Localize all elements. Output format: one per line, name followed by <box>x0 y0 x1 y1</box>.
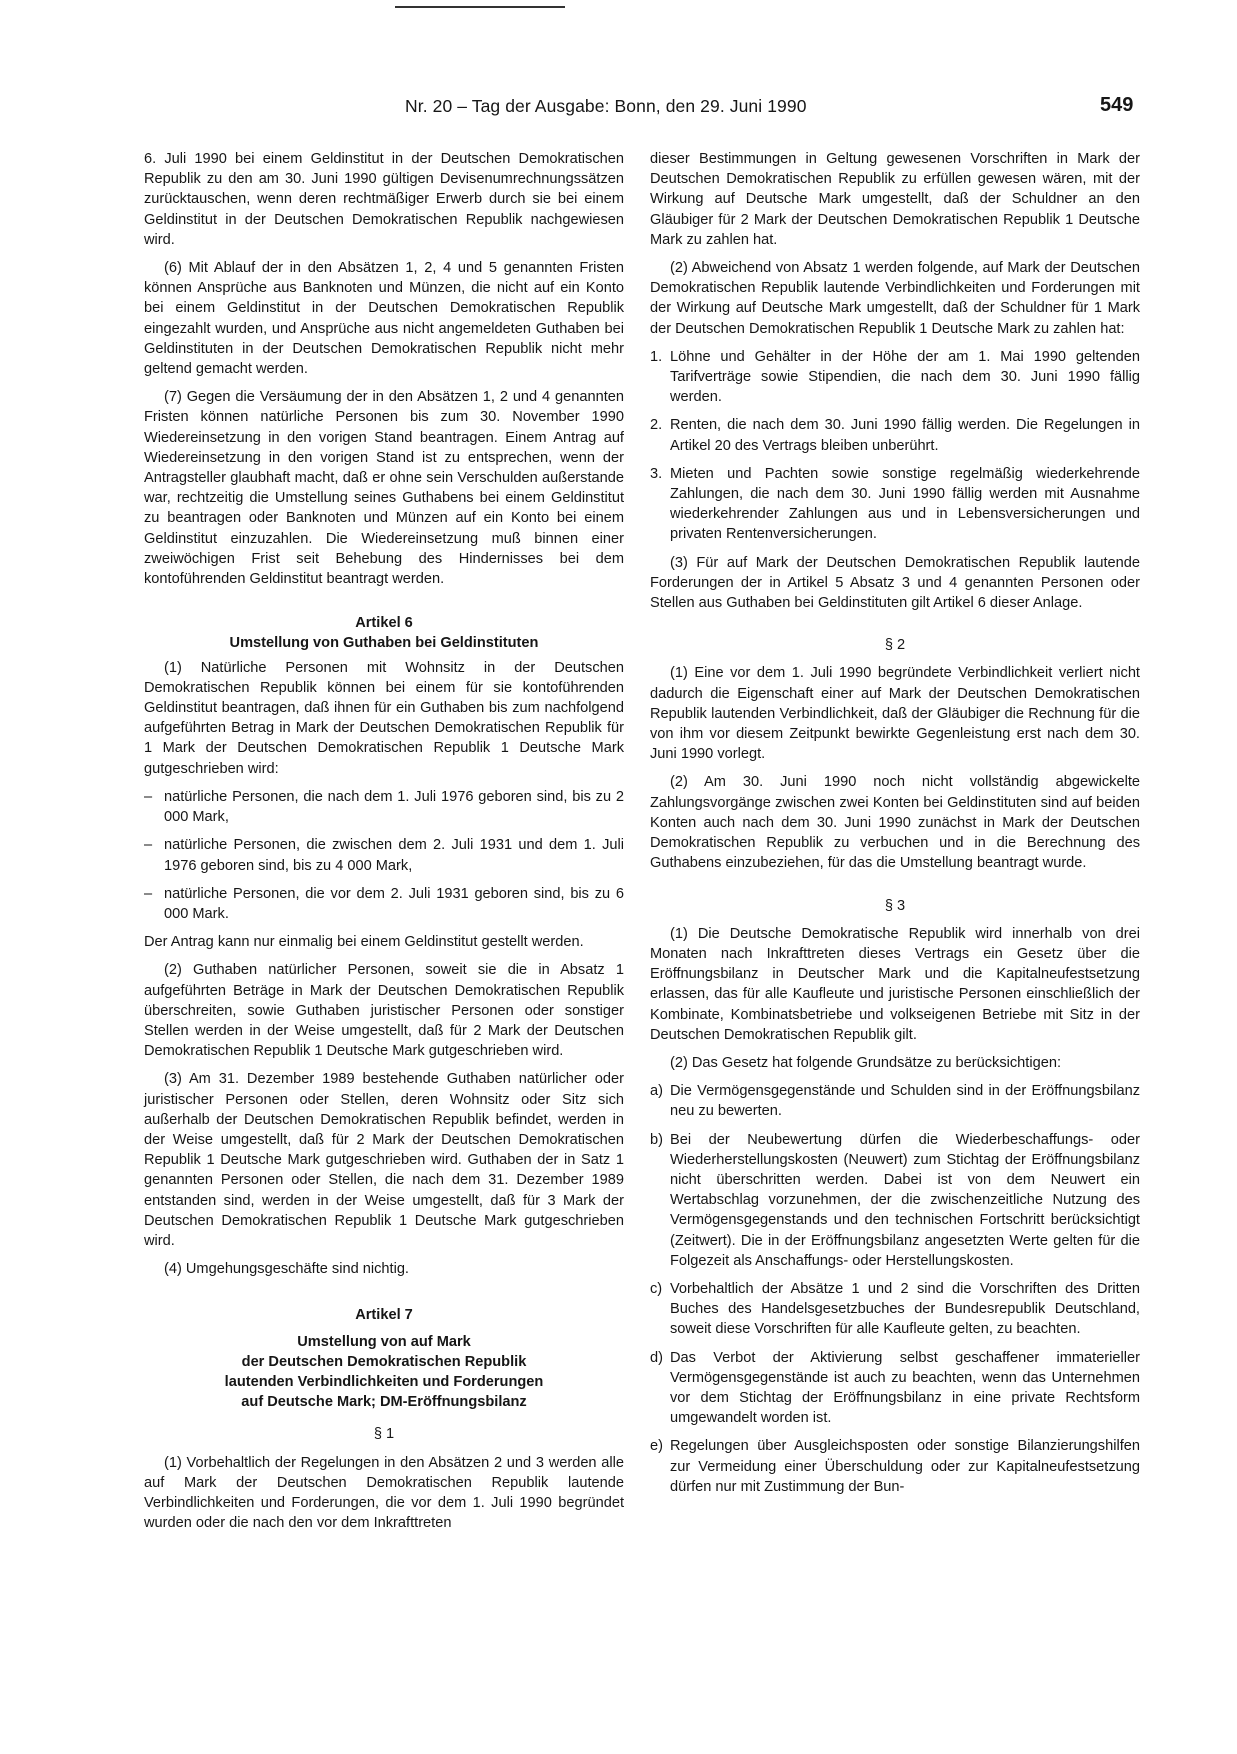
paragraph-continued: 6. Juli 1990 bei einem Geldinstitut in der Deutschen Demokratischen Republik zu den am 30. Juni 1990 gültigen Devisenumrechnungssätzen zurücktauschen, wenn deren rechtmäßiger Erwerb durch sie bei einem Geldinstitut in der Deutschen Demokratischen Republik nachgewiesen wird. <box>144 151 624 248</box>
paragraph-continued: dieser Bestimmungen in Geltung gewesenen Vorschriften in Mark der Deutschen Demokratischen Republik zu erfüllen gewesen wären, mit der Wirkung auf Deutsche Mark umgestellt, daß der Schuldner an den Gläubiger für 2 Mark der Deutschen Demokratischen Republik 1 Deutsche Mark zu zahlen hat. <box>650 151 1140 248</box>
article-6-paragraph-1: (1) Natürliche Personen mit Wohnsitz in der Deutschen Demokratischen Republik können bei einem für sie kontoführenden Geldinstitut beantragen, daß ihnen für ein Guthaben bis zum nachfolgend aufgeführten Betrag in Mark der Deutschen Demokratischen Republik für 1 Mark der Deutschen Demokratischen Republik 1 Deutsche Mark gutgeschrieben wird: <box>144 659 624 777</box>
article-6-after-list: Der Antrag kann nur einmalig bei einem Geldinstitut gestellt werden. <box>144 934 584 951</box>
section-1-list <box>650 347 1140 545</box>
dash-marker: – <box>144 788 153 805</box>
article-7-heading: Artikel 7 <box>355 1307 413 1324</box>
section-1-paragraph-2: (2) Abweichend von Absatz 1 werden folgende, auf Mark der Deutschen Demokratischen Republik lautende Verbindlichkeiten und Forderungen mit der Wirkung auf Deutsche Mark umgestellt, daß der Schuldner für 1 Mark der Deutschen Demokratischen Republik 1 Deutsche Mark zu zahlen hat: <box>650 260 1140 337</box>
list-item: e) Regelungen über Ausgleichsposten oder sonstige Bilanzierungshilfen zur Vermeidung einer Überschuldung oder zur Kapitalneufestsetzung dürfen nur mit Zustimmung der Bun- <box>650 1438 1140 1495</box>
list-item: – natürliche Personen, die vor dem 2. Juli 1931 geboren sind, bis zu 6 000 Mark. <box>144 885 624 922</box>
list-item: a) Die Vermögensgegenstände und Schulden sind in der Eröffnungsbilanz neu zu bewerten. <box>650 1083 1140 1120</box>
section-2-paragraph-2: (2) Am 30. Juni 1990 noch nicht vollständig abgewickelte Zahlungsvorgänge zwischen zwei Konten bei Geldinstituten sind auf beiden Konten auch nach dem 30. Juni 1990 zunächst in Mark der Deutschen Demokratischen Republik zu verbuchen und in die Berechnung des Guthabens einzubeziehen, für das die Umstellung beantragt wurde. <box>650 774 1140 872</box>
article-7-title-line: Umstellung von auf Mark <box>297 1333 471 1350</box>
right-column <box>650 149 1140 1505</box>
scan-edge-line <box>395 6 565 8</box>
page-number: 549 <box>1100 94 1134 116</box>
article-6-paragraph-4: (4) Umgehungsgeschäfte sind nichtig. <box>164 1261 409 1278</box>
list-item: 2. Renten, die nach dem 30. Juni 1990 fällig werden. Die Regelungen in Artikel 20 des Vertrags bleiben unberührt. <box>650 417 1140 454</box>
left-column <box>144 149 624 1541</box>
article-6-heading: Artikel 6 <box>355 615 413 632</box>
section-3-paragraph-2: (2) Das Gesetz hat folgende Grundsätze zu berücksichtigen: <box>670 1054 1061 1071</box>
article-6-title: Umstellung von Guthaben bei Geldinstituten <box>229 635 539 652</box>
dash-marker: – <box>144 885 153 902</box>
section-3-heading: § 3 <box>884 897 906 914</box>
section-2-heading: § 2 <box>884 637 906 654</box>
section-3-paragraph-1: (1) Die Deutsche Demokratische Republik wird innerhalb von drei Monaten nach Inkrafttreten dieses Vertrags ein Gesetz über die Eröffnungsbilanz in Deutscher Mark und die Kapitalneufestsetzung erlassen, das für alle Kaufleute und juristische Personen einschließlich der Kombinate, Kombinatsbetriebe und volkseigenen Betriebe mit Sitz in der Deutschen Demokratischen Republik gilt. <box>650 925 1140 1043</box>
dash-marker: – <box>144 837 153 854</box>
page-title: Nr. 20 – Tag der Ausgabe: Bonn, den 29. Juni 1990 <box>405 96 807 116</box>
section-1-paragraph-1: (1) Vorbehaltlich der Regelungen in den Absätzen 2 und 3 werden alle auf Mark der Deutschen Demokratischen Republik lautende Verbindlichkeiten und Forderungen, die vor dem 1. Juli 1990 begründet wurden oder die nach den vor dem Inkrafttreten <box>144 1454 624 1532</box>
article-6-paragraph-2: (2) Guthaben natürlicher Personen, soweit sie die in Absatz 1 aufgeführten Beträge in Mark der Deutschen Demokratischen Republik überschreiten, sowie Guthaben juristischer Personen oder sonstiger Stellen werden in der Weise umgestellt, daß für 2 Mark der Deutschen Demokratischen Republik 1 Deutsche Mark gutgeschrieben wird. <box>144 962 624 1060</box>
section-2-paragraph-1: (1) Eine vor dem 1. Juli 1990 begründete Verbindlichkeit verliert nicht dadurch die Eigenschaft einer auf Mark der Deutschen Demokratischen Republik lautenden Verbindlichkeit, daß der Gläubiger die Rechnung für die von ihm vor diesem Zeitpunkt bewirkte Gegenleistung erst nach dem 30. Juni 1990 vorlegt. <box>650 665 1140 763</box>
article-7-title-line: auf Deutsche Mark; DM-Eröffnungsbilanz <box>241 1394 527 1411</box>
list-item: d) Das Verbot der Aktivierung selbst geschaffener immaterieller Vermögensgegenstände ist auch zu beachten, wenn das Unternehmen vor dem Stichtag der Eröffnungsbilanz in eine private Rechtsform umgewandelt worden ist. <box>650 1349 1140 1427</box>
article-7-title-line: der Deutschen Demokratischen Republik <box>241 1353 527 1370</box>
section-3-list <box>650 1081 1140 1497</box>
article-7-title-line: lautenden Verbindlichkeiten und Forderungen <box>224 1373 544 1390</box>
list-item: c) Vorbehaltlich der Absätze 1 und 2 sind die Vorschriften des Dritten Buches des Handelsgesetzbuches der Bundesrepublik Deutschland, soweit diese Vorschriften für alle Kaufleute gelten, zu beachten. <box>650 1280 1140 1338</box>
article-6-list <box>144 787 624 924</box>
section-1-paragraph-3: (3) Für auf Mark der Deutschen Demokratischen Republik lautende Forderungen der in Artikel 5 Absatz 3 und 4 genannten Personen oder Stellen aus Guthaben bei Geldinstituten gilt Artikel 6 dieser Anlage. <box>650 554 1140 612</box>
paragraph-6: (6) Mit Ablauf der in den Absätzen 1, 2, 4 und 5 genannten Fristen können Ansprüche aus Banknoten und Münzen, die nicht auf ein Konto bei einem Geldinstitut in der Deutschen Demokratischen Republik eingezahlt wurden, und Ansprüche aus nicht angemeldeten Guthaben bei Geldinstituten in der Deutschen Demokratischen Republik nicht mehr geltend gemacht werden. <box>144 260 624 378</box>
list-item: b) Bei der Neubewertung dürfen die Wiederbeschaffungs- oder Wiederherstellungskosten (Neuwert) zum Stichtag der Eröffnungsbilanz nicht überschritten werden. Dabei ist von dem Neuwert ein Wertabschlag vorzunehmen, der die zwischenzeitliche Nutzung des Vermögensgegenstands und den technischen Fortschritt berücksichtigt (Zeitwert). Die in der Eröffnungsbilanz angesetzten Werte gelten für die Folgezeit als Anschaffungs- oder Herstellungskosten. <box>650 1131 1140 1269</box>
list-item: 1. Löhne und Gehälter in der Höhe der am 1. Mai 1990 geltenden Tarifverträge sowie Stipendien, die nach dem 30. Juni 1990 fällig werden. <box>650 348 1140 406</box>
page-header <box>0 96 1237 124</box>
list-item: 3. Mieten und Pachten sowie sonstige regelmäßig wiederkehrende Zahlungen, die nach dem 30. Juni 1990 fällig werden mit Ausnahme wiederkehrender Zahlungen aus und in Lebensversicherungen und privaten Rentenversicherungen. <box>650 465 1140 543</box>
paragraph-7: (7) Gegen die Versäumung der in den Absätzen 1, 2 und 4 genannten Fristen können natürliche Personen bis zum 30. November 1990 Wiedereinsetzung in den vorigen Stand beantragen. Einem Antrag auf Wiedereinsetzung in den vorigen Stand ist zu entsprechen, wenn der Antragsteller glaubhaft macht, daß er ohne sein Verschulden außerstande war, rechtzeitig die Umstellung seines Guthabens bei einem Geldinstitut zu beantragen oder Banknoten und Münzen auf ein Konto bei einem Geldinstitut einzuzahlen. Die Wiedereinsetzung muß binnen einer zweiwöchigen Frist seit Behebung des Hindernisses bei dem kontoführenden Geldinstitut beantragt werden. <box>144 389 624 588</box>
section-1-heading: § 1 <box>373 1426 395 1443</box>
list-item: – natürliche Personen, die nach dem 1. Juli 1976 geboren sind, bis zu 2 000 Mark, <box>144 788 624 826</box>
list-item: – natürliche Personen, die zwischen dem 2. Juli 1931 und dem 1. Juli 1976 geboren sind, bis zu 4 000 Mark, <box>144 837 624 874</box>
article-6-paragraph-3: (3) Am 31. Dezember 1989 bestehende Guthaben natürlicher oder juristischer Personen oder Stellen, deren Wohnsitz oder Sitz sich außerhalb der Deutschen Demokratischen Republik befindet, werden in der Weise umgestellt, daß für 2 Mark der Deutschen Demokratischen Republik 1 Deutsche Mark gutgeschrieben wird. Guthaben der in Satz 1 genannten Personen oder Stellen, die nach dem 31. Dezember 1989 entstanden sind, werden in der Weise umgestellt, daß für 3 Mark der Deutschen Demokratischen Republik 1 Deutsche Mark gutgeschrieben wird. <box>144 1071 624 1249</box>
